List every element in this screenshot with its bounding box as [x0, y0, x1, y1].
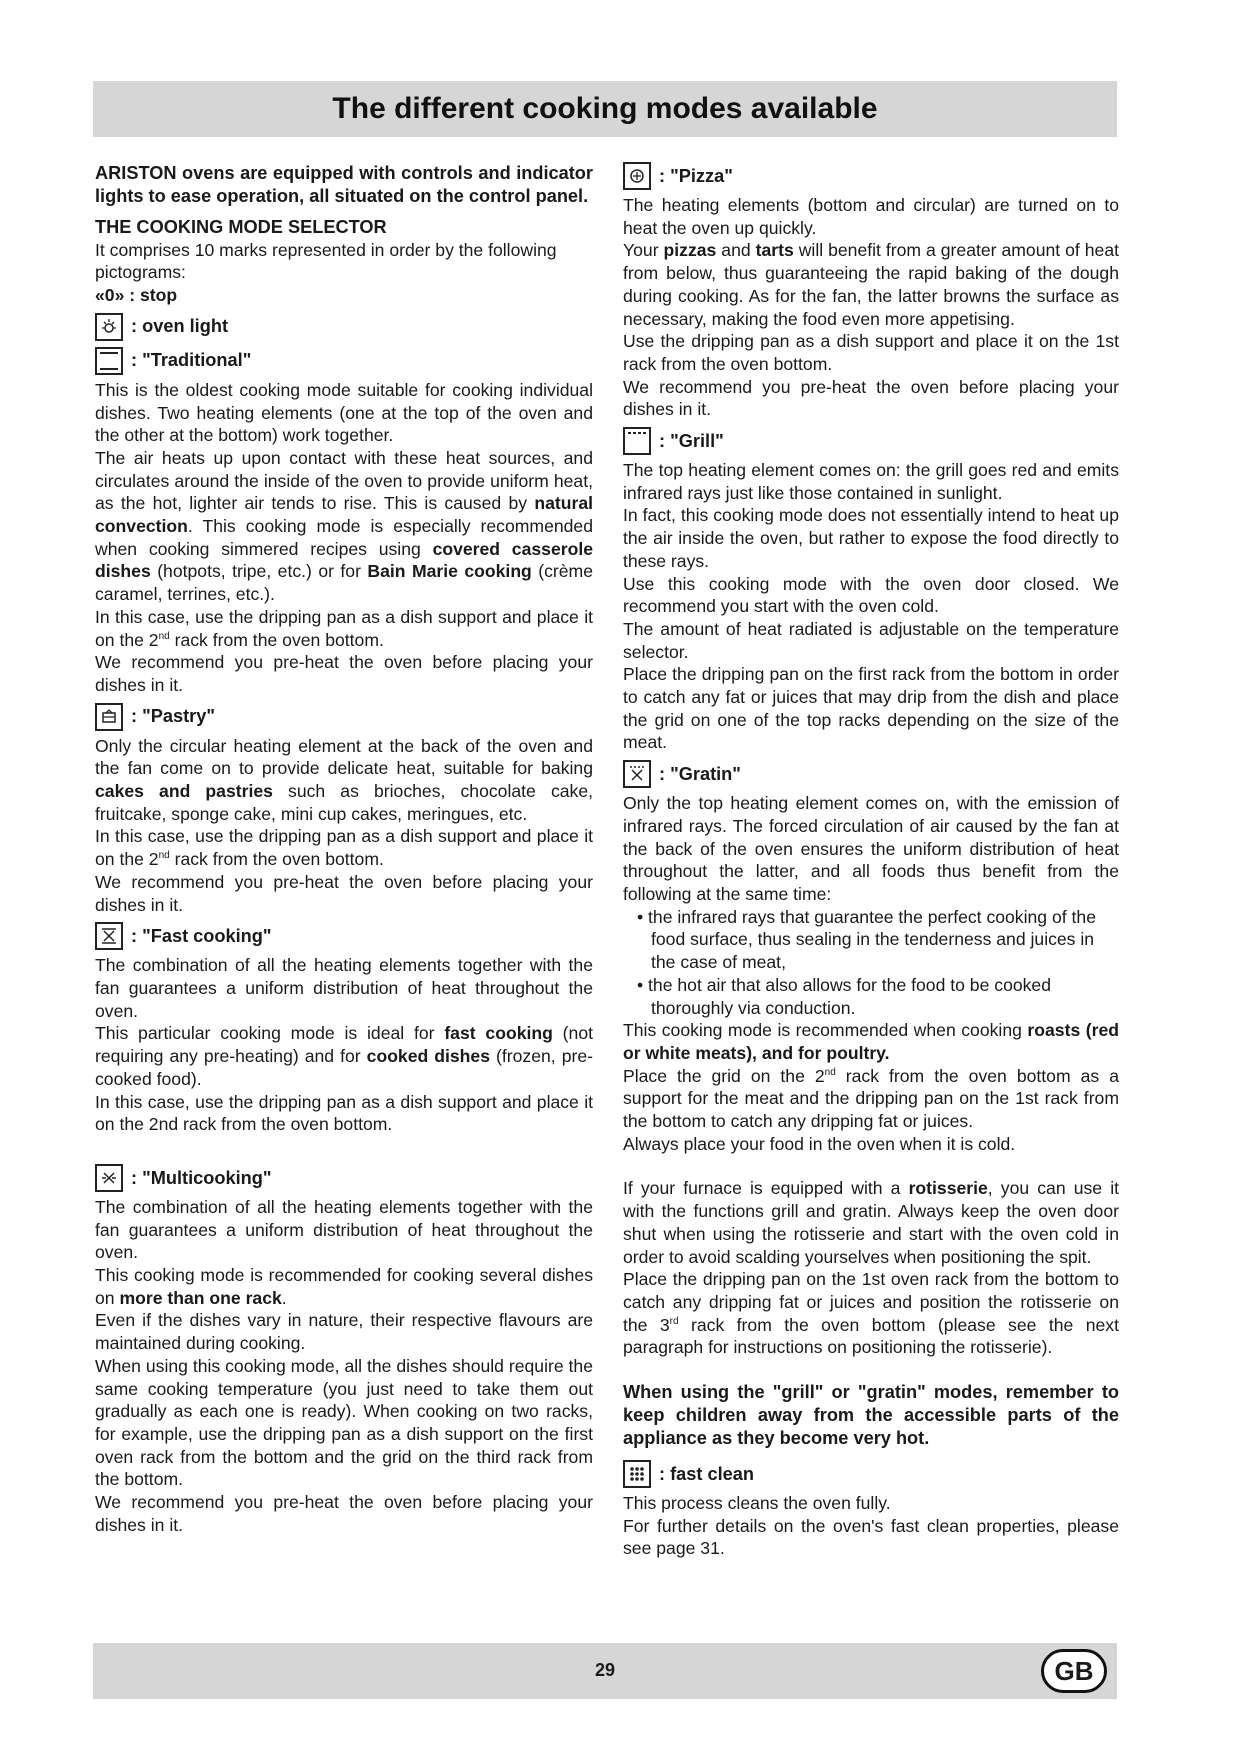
text: (frozen, pre-cooked food). [95, 1046, 593, 1089]
fast-cooking-icon [95, 922, 123, 950]
mode-fast-cooking [95, 922, 593, 950]
pastry-icon [95, 703, 123, 731]
text: In this case, use the dripping pan as a dish support and place it on the 2 [95, 826, 593, 870]
multi-p5: We recommend you pre-heat the oven before placing your dishes in it. [95, 1492, 593, 1535]
fast-clean-label: : fast clean [659, 1463, 755, 1484]
country-badge: GB [1041, 1649, 1107, 1693]
pizza-p2 [623, 239, 1119, 330]
fast-p2 [95, 1022, 593, 1090]
pastry-p1 [95, 735, 593, 826]
grill-p3: Use this cooking mode with the oven door closed. We recommend you start with the oven cold. [623, 573, 1119, 617]
fast-cooking-label: : "Fast cooking" [131, 925, 272, 946]
selector-desc: It comprises 10 marks represented in order by the following pictograms: [95, 239, 557, 283]
multi-p4: When using this cooking mode, all the dishes should require the same cooking temperature (you just need to take them out gradually as each one is ready). When cooking on two racks, for example, use the dripping pan as a dish support on the first oven rack from the bottom and the grid on the third rack from the bottom. [95, 1355, 593, 1490]
multi-p1: The combination of all the heating elements together with the fan guarantees a uniform distribution of heat throughout the oven. [95, 1196, 593, 1263]
page-title: The different cooking modes available [332, 92, 878, 125]
text: . [281, 1287, 287, 1308]
text: Only the circular heating element at the back of the oven and the fan come on to provide delicate heat, suitable for baking [95, 735, 593, 779]
text: rack from the oven bottom as a support for the meat and the dripping pan on the 1st rack from the bottom to catch any dripping fat or juices. [623, 1065, 1120, 1132]
text-bold: rotisserie [908, 1178, 988, 1199]
traditional-p2 [95, 447, 593, 606]
fastclean-p1: This process cleans the oven fully. [623, 1493, 891, 1514]
text: rack from the oven bottom. [169, 629, 384, 650]
gratin-p1: Only the top heating element comes on, with the emission of infrared rays. The forced circulation of air caused by the fan at the back of the oven ensures the uniform distribution of heat throughout the latter, and all foods thus benefit from the following at the same time: [623, 793, 1119, 904]
pizza-label: : "Pizza" [659, 165, 733, 186]
oven-light-label: : oven light [131, 316, 228, 337]
fast-clean-icon [623, 1460, 651, 1488]
multi-p3: Even if the dishes vary in nature, their respective flavours are maintained during cooking. [95, 1310, 593, 1354]
text: . This cooking mode is especially recommended when cooking simmered recipes using [95, 516, 593, 559]
text-bold: cakes and pastries [95, 781, 273, 802]
superscript: nd [158, 630, 170, 642]
page-number: 29 [594, 1660, 616, 1680]
text: The air heats up upon contact with these heat sources, and circulates around the inside of the oven to provide uniform heat, as the hot, lighter air tends to rise. This is caused by [95, 447, 593, 514]
text: such as brioches, chocolate cake, fruitcake, sponge cake, mini cup cakes, meringues, etc. [95, 781, 593, 824]
right-column [623, 162, 1119, 1560]
selector-title: THE COOKING MODE SELECTOR [95, 217, 387, 237]
superscript: nd [158, 850, 170, 862]
fast-p1: The combination of all the heating elements together with the fan guarantees a uniform distribution of heat throughout the oven. [95, 955, 593, 1021]
text: Your [623, 240, 664, 261]
stop-mark: «0» [95, 285, 125, 306]
traditional-label: : "Traditional" [131, 350, 252, 371]
stop-line [95, 284, 593, 307]
superscript: nd [824, 1066, 836, 1078]
gratin-bullet-1: • the infrared rays that guarantee the perfect cooking of the food surface, thus sealing in the tenderness and juices in the case of meat, [637, 906, 1096, 973]
rotisserie-p2 [623, 1268, 1119, 1359]
mode-grill [623, 427, 1119, 455]
text: This particular cooking mode is ideal for [95, 1023, 445, 1044]
text-bold: more than one rack [119, 1287, 282, 1308]
pizza-p4: We recommend you pre-heat the oven before placing your dishes in it. [623, 376, 1119, 420]
grill-p2: In fact, this cooking mode does not essentially intend to heat up the air inside the oven, but rather to expose the food directly to these rays. [623, 505, 1119, 571]
text: Place the dripping pan on the 1st oven rack from the bottom to catch any dripping fat or juices and position the rotisserie on the 3 [623, 1269, 1119, 1335]
multi-p2 [95, 1264, 593, 1309]
multicooking-label: : "Multicooking" [131, 1167, 272, 1188]
text-bold: natural convection [95, 493, 593, 537]
safety-warning: When using the "grill" or "gratin" modes, remember to keep children away from the accessible parts of the appliance as they become very hot. [623, 1382, 1119, 1449]
grill-p1: The top heating element comes on: the grill goes red and emits infrared rays just like those contained in sunlight. [623, 460, 1119, 503]
text: (not requiring any pre-heating) and for [95, 1023, 593, 1067]
text: will benefit from a greater amount of heat from below, thus guaranteeing the rapid baking of the dough during cooking. As for the fan, the latter browns the surface as necessary, making the food even more appetising. [623, 240, 1119, 329]
traditional-p3 [95, 606, 593, 651]
text: If your furnace is equipped with a [623, 1178, 909, 1199]
text: rack from the oven bottom (please see the next paragraph for instructions on positioning the rotisserie). [623, 1314, 1119, 1358]
mode-gratin [623, 760, 1119, 788]
spacer [95, 1136, 593, 1158]
text: In this case, use the dripping pan as a dish support and place it on the 2 [95, 606, 593, 650]
text-bold: covered casserole dishes [95, 538, 594, 582]
rotisserie-p1 [623, 1177, 1119, 1268]
text-bold: cooked dishes [366, 1046, 491, 1067]
oven-light-icon [95, 313, 123, 341]
text-bold: Bain Marie cooking [367, 561, 532, 582]
spacer [623, 1359, 1119, 1381]
stop-label: : stop [129, 285, 178, 306]
text-bold: roasts (red or white meats), and for poultry. [623, 1020, 1119, 1063]
page-footer [93, 1643, 1117, 1699]
superscript: rd [669, 1315, 679, 1327]
gratin-icon [623, 760, 651, 788]
text: This cooking mode is recommended when cooking [623, 1020, 1028, 1041]
text: (hotpots, tripe, etc.) or for [150, 561, 368, 582]
fastclean-p2: For further details on the oven's fast clean properties, please see page 31. [623, 1515, 1119, 1559]
intro-text: ARISTON ovens are equipped with controls and indicator lights to ease operation, all situated on the control panel. [95, 163, 593, 206]
gratin-p2 [623, 1019, 1119, 1064]
left-column [95, 162, 593, 1536]
mode-fast-clean [623, 1460, 1119, 1488]
pizza-p1: The heating elements (bottom and circular) are turned on to heat the oven up quickly. [623, 195, 1119, 238]
traditional-icon [95, 347, 123, 375]
text-bold: tarts [755, 240, 794, 261]
traditional-p4: We recommend you pre-heat the oven before placing your dishes in it. [95, 652, 593, 695]
grill-icon [623, 427, 651, 455]
pastry-p2 [95, 825, 593, 870]
gratin-p3 [623, 1065, 1119, 1133]
pastry-p3: We recommend you pre-heat the oven before placing your dishes in it. [95, 871, 593, 915]
grill-p5: Place the dripping pan on the first rack from the bottom in order to catch any fat or juices that may drip from the dish and place the grid on one of the top racks depending on the size of the meat. [623, 664, 1119, 753]
gratin-label: : "Gratin" [659, 763, 741, 784]
text: This cooking mode is recommended for cooking several dishes on [95, 1265, 593, 1308]
gratin-p4: Always place your food in the oven when it is cold. [623, 1133, 1016, 1154]
grill-p4: The amount of heat radiated is adjustable on the temperature selector. [623, 618, 1119, 662]
text: Place the grid on the 2 [623, 1065, 825, 1086]
text-bold: pizzas [663, 240, 717, 261]
spacer [623, 1155, 1119, 1177]
text-bold: fast cooking [444, 1023, 553, 1044]
text: and [716, 240, 756, 261]
mode-multicooking [95, 1164, 593, 1192]
text: (crème caramel, terrines, etc.). [95, 561, 593, 605]
multicooking-icon [95, 1164, 123, 1192]
grill-label: : "Grill" [659, 430, 724, 451]
gratin-bullet-2: • the hot air that also allows for the food to be cooked thoroughly via conduction. [637, 974, 1052, 1018]
page-header [93, 81, 1117, 137]
mode-pizza [623, 162, 1119, 190]
mode-traditional [95, 347, 593, 375]
pastry-label: : "Pastry" [131, 706, 215, 727]
text: rack from the oven bottom. [169, 849, 384, 870]
pizza-p3: Use the dripping pan as a dish support and place it on the 1st rack from the oven bottom. [623, 331, 1119, 374]
traditional-p1: This is the oldest cooking mode suitable for cooking individual dishes. Two heating elements (one at the top of the oven and the other at the bottom) work together. [95, 379, 593, 446]
fast-p3: In this case, use the dripping pan as a dish support and place it on the 2nd rack from the oven bottom. [95, 1091, 593, 1135]
mode-oven-light [95, 313, 593, 341]
pizza-icon [623, 162, 651, 190]
mode-pastry [95, 703, 593, 731]
text: , you can use it with the functions grill and gratin. Always keep the oven door shut when using the rotisserie and start with the oven cold in order to avoid scalding yourselves when positioning the spit. [623, 1178, 1119, 1267]
